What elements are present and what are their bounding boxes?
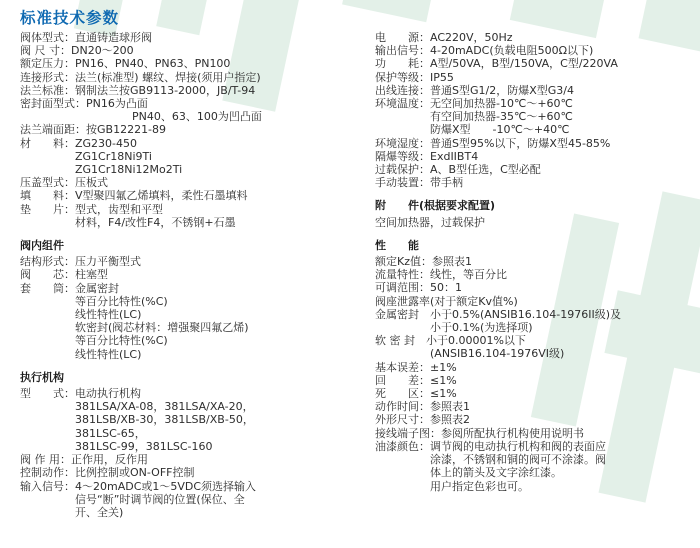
spec-line: 软密封(阀芯材料：增强聚四氟乙烯)	[75, 321, 249, 335]
spec-line: 381LSB/XB-30，381LSB/XB-50，	[75, 413, 254, 427]
spec-line: 流量特性：线性，等百分比	[375, 268, 507, 282]
spec-line: 手动装置：带手柄	[375, 176, 463, 190]
section-header: 执行机构	[20, 370, 64, 384]
spec-line: 可调范围：50：1	[375, 281, 462, 295]
spec-line: 开、全关)	[75, 505, 124, 519]
spec-line: 密封面型式：PN16为凸面	[20, 97, 148, 111]
spec-line: 阀 芯：柱塞型	[20, 268, 108, 282]
spec-line: 材料，F4/改性F4，不锈钢+石墨	[75, 215, 236, 229]
spec-line: 电 源：AC220V，50Hz	[375, 31, 513, 44]
page-title: 标准技术参数	[20, 9, 120, 27]
spec-line: 381LSA/XA-08，381LSA/XA-20，	[75, 400, 254, 414]
spec-line: ZG1Cr18Ni12Mo2Ti	[75, 163, 183, 177]
spec-line: 金属密封 小于0.5%(ANSIB16.104-1976II级)及	[375, 307, 621, 321]
spec-line: 小于0.1%(为选择项)	[430, 321, 533, 335]
spec-line: 过载保护：A、B型任选，C型必配	[375, 163, 541, 177]
spec-section	[20, 238, 365, 361]
spec-line: 保护等级：IP55	[375, 70, 454, 84]
spec-line: 输出信号：4-20mADC(负载电阻500Ω以下)	[375, 44, 594, 58]
spec-line: 输入信号：4～20mADC或1～5VDC须选择输入	[20, 479, 257, 493]
spec-section	[375, 198, 697, 228]
section-header: 附 件(根据要求配置)	[375, 199, 496, 213]
spec-line: 381LSC-99，381LSC-160	[75, 439, 213, 453]
spec-line: 外形尺寸：参照表2	[375, 413, 470, 427]
spec-line: 阀 作 用：正作用，反作用	[20, 453, 148, 467]
spec-line: 空间加热器，过载保护	[375, 215, 485, 229]
spec-line: 体上的箭头及文字涂红漆。	[430, 466, 562, 480]
spec-line: 信号“断”时调节阀的位置(保位、全	[75, 492, 245, 506]
spec-line: 阀体型式：直通铸造球形阀	[20, 31, 152, 44]
spec-line: 死 区：≤1%	[375, 387, 457, 401]
spec-line: 防爆X型 -10℃～+40℃	[430, 123, 570, 137]
section-header: 阀内组件	[20, 239, 64, 253]
left-column	[20, 31, 365, 519]
spec-line: 阀 尺 寸：DN20～200	[20, 44, 134, 58]
spec-line: 等百分比特性(%C)	[75, 294, 168, 308]
spec-line: 接线端子图：参阅所配执行机构使用说明书	[375, 426, 584, 440]
spec-line: 材 料：ZG230-450	[20, 136, 138, 150]
spec-line: 出线连接：普通S型G1/2，防爆X型G3/4	[375, 83, 574, 97]
spec-section	[20, 370, 365, 519]
spec-line: 动作时间：参照表1	[375, 400, 470, 414]
spec-line: 线性特性(LC)	[75, 347, 142, 361]
spec-line: 油漆颜色：调节阀的电动执行机构和阀的表面应	[375, 439, 606, 453]
spec-line: 额定压力：PN16、PN40、PN63、PN100	[20, 57, 231, 71]
spec-line: 垫 片：型式，齿型和平型	[20, 202, 163, 216]
spec-line: 有空间加热器-35℃～+60℃	[430, 110, 573, 124]
spec-line: 连接形式：法兰(标准型) 螺纹、焊接(须用户指定)	[20, 70, 261, 84]
spec-line: 额定Kz值：参照表1	[375, 255, 472, 269]
spec-line: ZG1Cr18Ni9Ti	[75, 149, 152, 163]
spec-section	[20, 31, 365, 229]
spec-line: 涂漆，不锈钢和铜的阀可不涂漆。阀	[430, 453, 606, 467]
spec-line: 回 差：≤1%	[375, 373, 457, 387]
spec-line: 软 密 封 小于0.00001%以下	[375, 334, 526, 348]
spec-line: 填 料：V型聚四氟乙烯填料，柔性石墨填料	[20, 189, 248, 203]
spec-line: (ANSIB16.104-1976VI级)	[430, 347, 565, 361]
spec-section	[375, 31, 697, 189]
spec-line: 基本误差：±1%	[375, 360, 457, 374]
spec-line: 隔爆等级：ExdIIBT4	[375, 149, 479, 163]
spec-line: 压盖型式：压板式	[20, 176, 108, 190]
spec-line: 用户指定色彩也可。	[430, 479, 529, 493]
right-column	[375, 31, 697, 493]
spec-line: 环境温度：无空间加热器-10℃～+60℃	[375, 97, 573, 111]
spec-line: 型 式：电动执行机构	[20, 387, 141, 401]
spec-line: 法兰标准：钢制法兰按GB9113-2000，JB/T-94	[20, 83, 256, 97]
spec-line: PN40、63、100为凹凸面	[132, 110, 262, 124]
spec-line: 结构形式：压力平衡型式	[20, 255, 141, 269]
spec-line: 线性特性(LC)	[75, 308, 142, 322]
spec-line: 控制动作：比例控制或ON-OFF控制	[20, 466, 195, 480]
section-header: 性 能	[375, 238, 419, 252]
spec-line: 法兰端面距：按GB12221-89	[20, 123, 167, 137]
spec-line: 381LSC-65，	[75, 426, 146, 440]
spec-line: 环境湿度：普通S型95%以下，防爆X型45-85%	[375, 136, 611, 150]
spec-line: 阀座泄露率(对于额定Kv值%)	[375, 294, 518, 308]
spec-line: 功 耗：A型/50VA，B型/150VA，C型/220VA	[375, 57, 618, 71]
spec-section	[375, 238, 697, 493]
spec-line: 等百分比特性(%C)	[75, 334, 168, 348]
watermark-shape	[156, 0, 224, 35]
watermark-shape	[342, 0, 440, 22]
spec-line: 套 筒：金属密封	[20, 281, 119, 295]
